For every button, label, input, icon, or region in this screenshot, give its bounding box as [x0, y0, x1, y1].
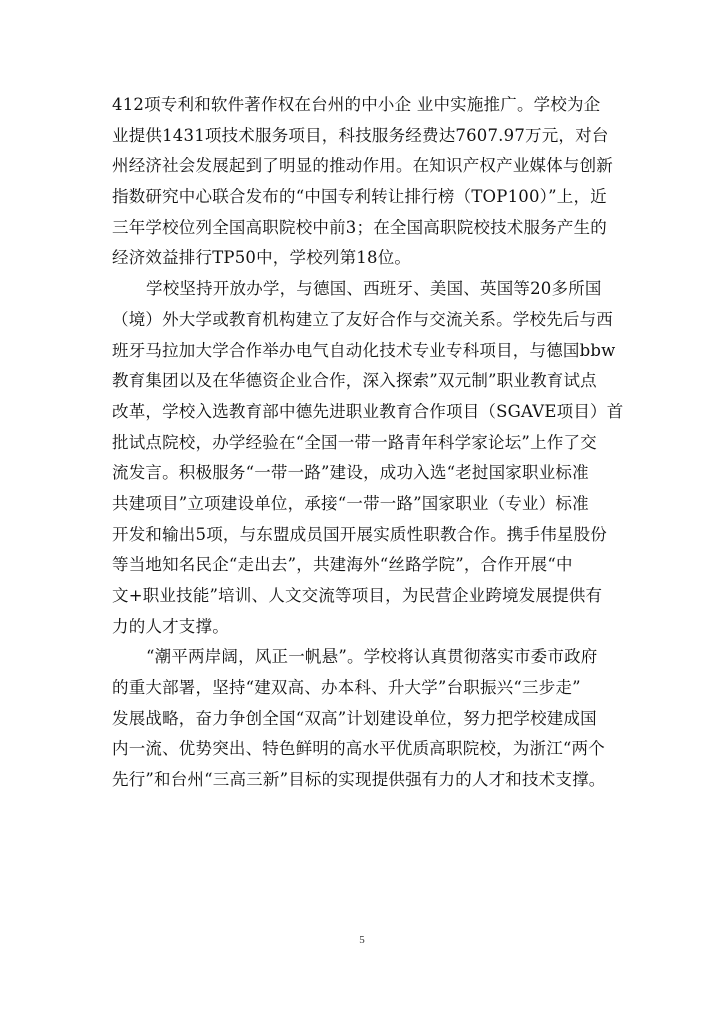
paragraph-line: 学校坚持开放办学，与德国、西班牙、美国、英国等20多所国 [146, 279, 602, 299]
paragraph-line: 班牙马拉加大学合作举办电气自动化技术专业专科项目，与德国bbw [112, 340, 616, 360]
paragraph-line: 的重大部署，坚持“建双高、办本科、升大学”台职振兴“三步走” [112, 678, 581, 698]
paragraph-line: 业提供1431项技术服务项目，科技服务经费达7607.97万元，对台 [112, 125, 609, 145]
paragraph-line: 经济效益排行TP50中，学校列第18位。 [112, 248, 412, 268]
paragraph-line: 文+职业技能”培训、人文交流等项目，为民营企业跨境发展提供有 [112, 586, 603, 605]
paragraph-line: 内一流、优势突出、特色鲜明的高水平优质高职院校，为浙江“两个 [112, 739, 605, 759]
paragraph-line: （境）外大学或教育机构建立了友好合作与交流关系。学校先后与西 [112, 309, 613, 329]
paragraph-line: 先行”和台州“三高三新”目标的实现提供强有力的人才和技术支撑。 [112, 770, 606, 790]
body-text [112, 90, 622, 796]
paragraph-line: “潮平两岸阔，风正一帆悬”。学校将认真贯彻落实市委市政府 [146, 647, 598, 667]
paragraph-line: 发展战略，奋力争创全国“双高”计划建设单位，努力把学校建成国 [112, 708, 597, 728]
paragraph-line: 流发言。积极服务“一带一路”建设，成功入选“老挝国家职业标准 [112, 463, 589, 483]
paragraph-line: 教育集团以及在华德资企业合作，深入探索”双元制”职业教育试点 [112, 371, 597, 391]
paragraph-line: 力的人才支撑。 [112, 616, 229, 636]
page-number: 5 [359, 934, 365, 946]
paragraph-line: 等当地知名民企“走出去”，共建海外“丝路学院”，合作开展“中 [112, 555, 573, 575]
paragraph-line: 开发和输出5项，与东盟成员国开展实质性职教合作。携手伟星股份 [112, 524, 607, 544]
paragraph-line: 改革，学校入选教育部中德先进职业教育合作项目（SGAVE项目）首 [112, 401, 624, 421]
paragraph-line: 三年学校位列全国高职院校中前3；在全国高职院校技术服务产生的 [112, 217, 607, 237]
paragraph-line: 指数研究中心联合发布的“中国专利转让排行榜（TOP100）”上，近 [112, 187, 607, 207]
paragraph-line: 共建项目”立项建设单位，承接“一带一路”国家职业（专业）标准 [112, 493, 589, 513]
paragraph-line: 批试点院校，办学经验在“全国一带一路青年科学家论坛”上作了交 [112, 432, 597, 452]
paragraph-line: 412项专利和软件著作权在台州的中小企 业中实施推广。学校为企 [112, 95, 601, 114]
paragraph-line: 州经济社会发展起到了明显的推动作用。在知识产权产业媒体与创新 [112, 156, 613, 176]
